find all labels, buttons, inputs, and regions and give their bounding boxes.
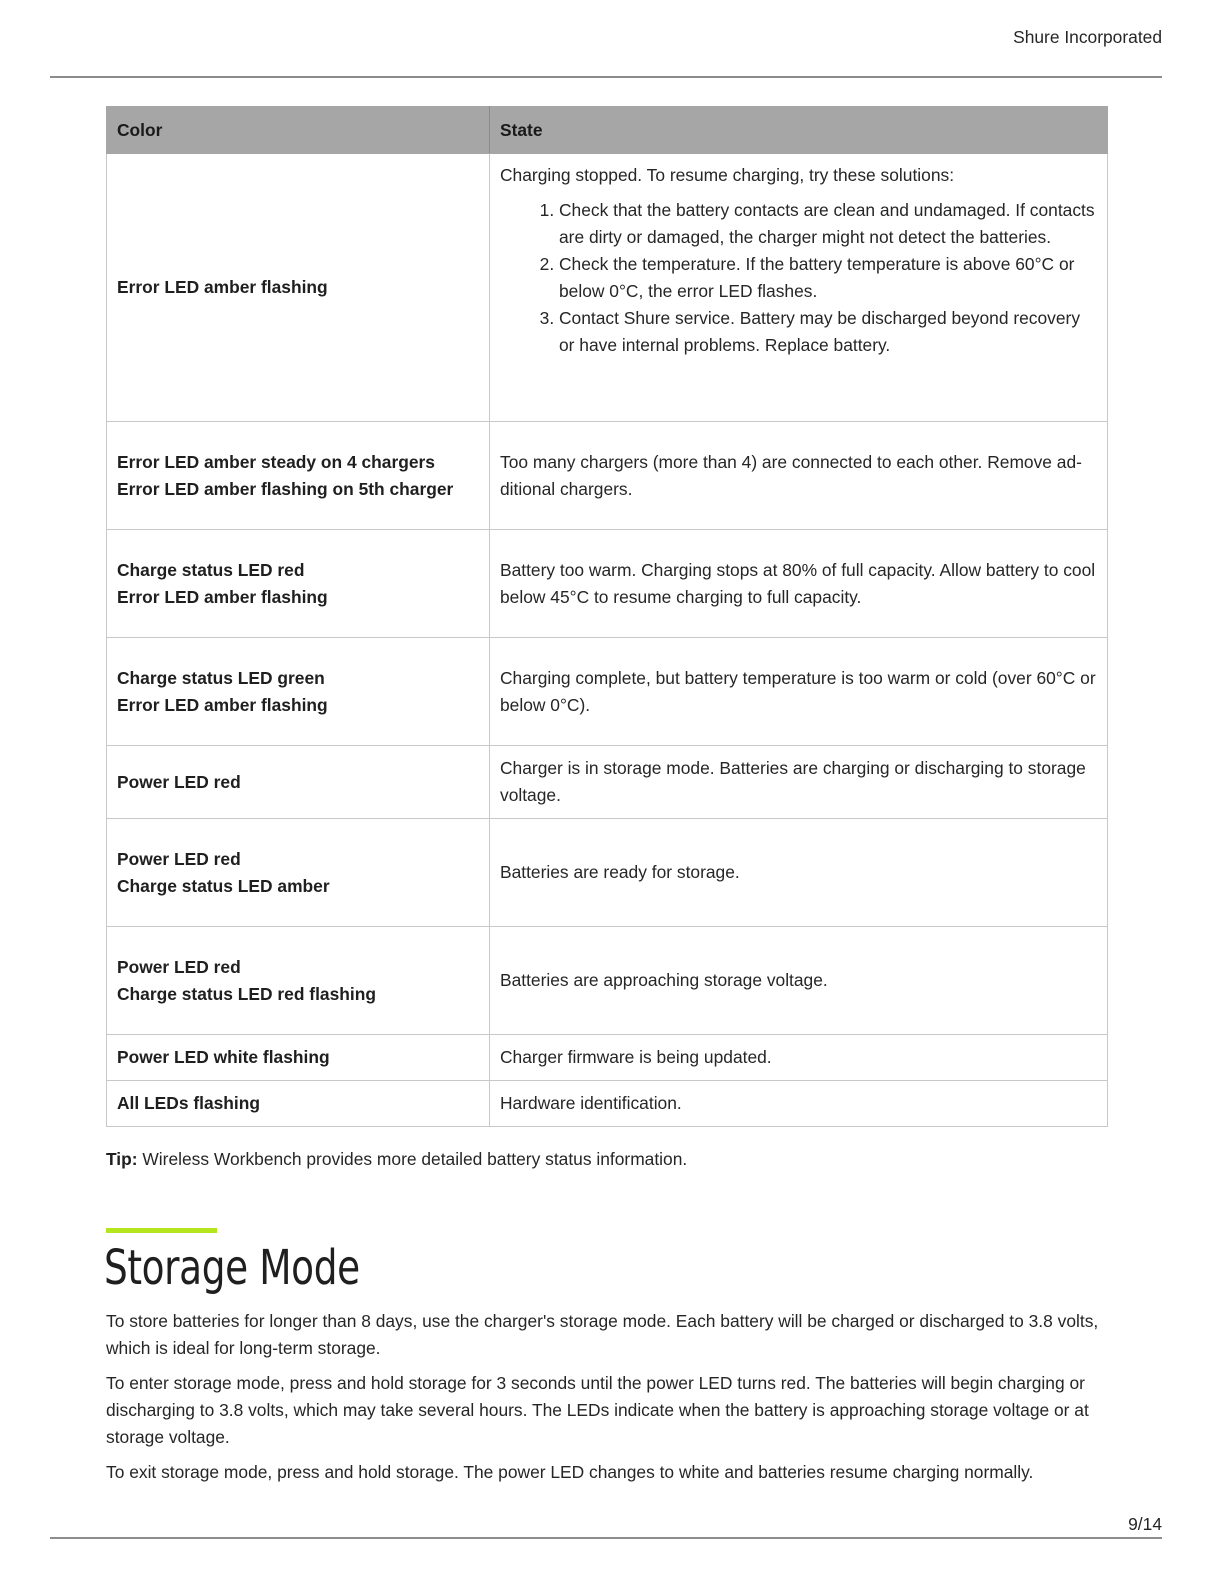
state-cell: Hardware identification. [490,1081,1108,1127]
list-item: 3. Contact Shure service. Battery may be discharged beyond recovery or have internal problems. Replace battery. [559,305,1097,359]
table-row [107,746,1108,819]
color-line: Error LED amber flashing [117,586,328,607]
state-cell [490,154,1108,422]
state-intro: Charging stopped. To resume charging, try these solutions: [500,165,955,185]
color-cell [107,530,490,638]
paragraph: To store batteries for longer than 8 days, use the charger's storage mode. Each battery will be charged or discharged to 3.8 volts, which is ideal for long-term storage. [106,1311,1099,1358]
color-line: Charge status LED amber [117,875,330,896]
header-company: Shure Incorporated [1013,27,1162,47]
section-accent-bar [106,1228,217,1233]
state-cell: Battery too warm. Charging stops at 80% of full capacity. Allow battery to cool below 45°C to resume charging to full capacity. [490,530,1108,638]
list-item: 1. Check that the battery contacts are clean and undamaged. If contacts are dirty or damaged, the charger might not detect the batteries. [559,197,1097,251]
led-status-table [106,106,1108,1127]
color-line: Error LED amber flashing [117,694,328,715]
list-item: 2. Check the temperature. If the battery temperature is above 60°C or below 0°C, the error LED flashes. [559,251,1097,305]
color-cell: Error LED amber flashing [107,154,490,422]
solutions-list [500,197,1097,359]
table-row [107,819,1108,927]
color-cell: Power LED white flashing [107,1035,490,1081]
color-cell [107,819,490,927]
color-line: Charge status LED green [117,667,325,688]
color-cell: All LEDs flashing [107,1081,490,1127]
tip-text: Wireless Workbench provides more detailed battery status information. [137,1149,688,1169]
table-row [107,1035,1108,1081]
paragraph: To enter storage mode, press and hold storage for 3 seconds until the power LED turns red. The batteries will begin charging or discharging to 3.8 volts, which may take several hours. The LEDs indicate when the battery is approaching storage voltage or at storage voltage. [106,1373,1089,1447]
table-row [107,530,1108,638]
footer-rule [50,1537,1162,1539]
state-cell: Batteries are approaching storage voltage. [490,927,1108,1035]
page-number: 9/14 [1128,1514,1162,1534]
state-cell: Too many chargers (more than 4) are connected to each other. Remove additional chargers. [490,422,1108,530]
color-cell [107,422,490,530]
tip-label: Tip: [106,1149,138,1169]
state-cell: Charging complete, but battery temperature is too warm or cold (over 60°C or below 0°C). [490,638,1108,746]
section-title: Storage Mode [104,1240,360,1296]
section-body [106,1308,1106,1494]
state-cell: Charger firmware is being updated. [490,1035,1108,1081]
tip-note [106,1146,1106,1173]
column-header-state: State [490,107,1108,154]
header-rule [50,76,1162,78]
table-row [107,638,1108,746]
column-header-color: Color [107,107,490,154]
color-line: Power LED red [117,848,241,869]
table-header-row [107,107,1108,154]
table-row [107,927,1108,1035]
color-cell [107,927,490,1035]
color-cell [107,638,490,746]
state-cell: Charger is in storage mode. Batteries are charging or discharging to storage voltage. [490,746,1108,819]
color-line: Charge status LED red [117,559,305,580]
color-line: Error LED amber flashing on 5th charger [117,478,454,499]
table-row [107,154,1108,422]
color-line: Error LED amber steady on 4 chargers [117,451,435,472]
state-cell: Batteries are ready for storage. [490,819,1108,927]
paragraph: To exit storage mode, press and hold storage. The power LED changes to white and batteries resume charging normally. [106,1462,1034,1482]
color-line: Power LED red [117,956,241,977]
table-row [107,1081,1108,1127]
color-line: Charge status LED red flashing [117,983,376,1004]
table-row [107,422,1108,530]
color-cell: Power LED red [107,746,490,819]
